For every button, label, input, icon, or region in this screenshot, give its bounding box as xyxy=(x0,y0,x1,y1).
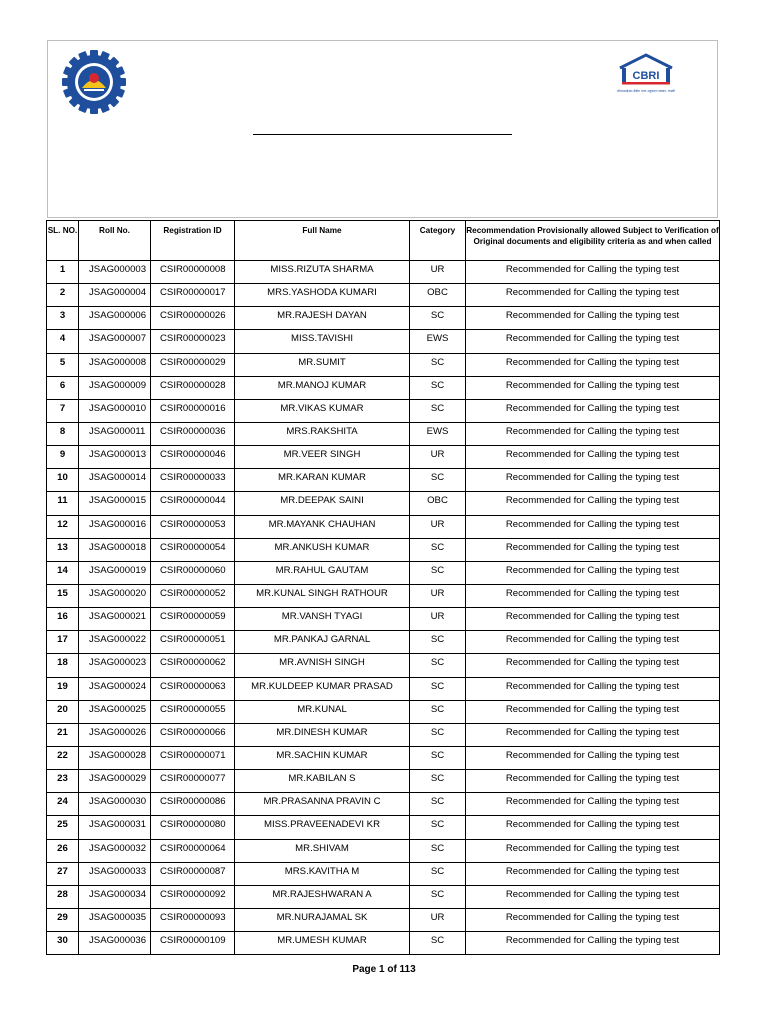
table-row xyxy=(47,770,720,793)
category-cell: SC xyxy=(410,746,466,769)
registration-id-cell: CSIR00000066 xyxy=(151,723,235,746)
full-name-cell: MR.PANKAJ GARNAL xyxy=(235,631,410,654)
category-cell: SC xyxy=(410,700,466,723)
cbri-logo-text: CBRI xyxy=(632,70,660,82)
sl-no-cell: 16 xyxy=(47,608,79,631)
sl-no-cell: 6 xyxy=(47,376,79,399)
category-cell: EWS xyxy=(410,330,466,353)
header-rule xyxy=(253,134,512,135)
full-name-cell: MR.KUNAL xyxy=(235,700,410,723)
registration-id-cell: CSIR00000062 xyxy=(151,654,235,677)
full-name-cell: MR.RAJESHWARAN A xyxy=(235,885,410,908)
roll-no-cell: JSAG000031 xyxy=(79,816,151,839)
roll-no-cell: JSAG000015 xyxy=(79,492,151,515)
registration-id-cell: CSIR00000063 xyxy=(151,677,235,700)
registration-id-cell: CSIR00000052 xyxy=(151,584,235,607)
sl-no-cell: 19 xyxy=(47,677,79,700)
category-cell: SC xyxy=(410,932,466,955)
registration-id-cell: CSIR00000071 xyxy=(151,746,235,769)
category-cell: UR xyxy=(410,446,466,469)
recommendation-cell: Recommended for Calling the typing test xyxy=(466,446,720,469)
sl-no-cell: 30 xyxy=(47,932,79,955)
roll-no-cell: JSAG000036 xyxy=(79,932,151,955)
sl-no-cell: 14 xyxy=(47,561,79,584)
full-name-cell: MR.UMESH KUMAR xyxy=(235,932,410,955)
column-header-recommendation: Recommendation Provisionally allowed Subject to Verification of Original documents and eligibility criteria as and when called xyxy=(466,221,720,261)
full-name-cell: MR.SUMIT xyxy=(235,353,410,376)
full-name-cell: MR.KARAN KUMAR xyxy=(235,469,410,492)
full-name-cell: MRS.KAVITHA M xyxy=(235,862,410,885)
registration-id-cell: CSIR00000026 xyxy=(151,307,235,330)
table-row xyxy=(47,376,720,399)
category-cell: SC xyxy=(410,561,466,584)
table-row xyxy=(47,307,720,330)
roll-no-cell: JSAG000021 xyxy=(79,608,151,631)
category-cell: SC xyxy=(410,631,466,654)
sl-no-cell: 21 xyxy=(47,723,79,746)
roll-no-cell: JSAG000028 xyxy=(79,746,151,769)
table-row xyxy=(47,862,720,885)
recommendation-cell: Recommended for Calling the typing test xyxy=(466,770,720,793)
full-name-cell: MR.RAHUL GAUTAM xyxy=(235,561,410,584)
category-cell: OBC xyxy=(410,492,466,515)
category-cell: SC xyxy=(410,307,466,330)
recommendation-cell: Recommended for Calling the typing test xyxy=(466,422,720,445)
category-cell: SC xyxy=(410,793,466,816)
recommendation-cell: Recommended for Calling the typing test xyxy=(466,307,720,330)
recommendation-cell: Recommended for Calling the typing test xyxy=(466,885,720,908)
registration-id-cell: CSIR00000046 xyxy=(151,446,235,469)
full-name-cell: MR.DEEPAK SAINI xyxy=(235,492,410,515)
sl-no-cell: 8 xyxy=(47,422,79,445)
category-cell: SC xyxy=(410,770,466,793)
recommendation-cell: Recommended for Calling the typing test xyxy=(466,654,720,677)
table-row xyxy=(47,492,720,515)
table-row xyxy=(47,932,720,955)
sl-no-cell: 7 xyxy=(47,399,79,422)
full-name-cell: MR.DINESH KUMAR xyxy=(235,723,410,746)
full-name-cell: MR.NURAJAMAL SK xyxy=(235,908,410,931)
table-row xyxy=(47,654,720,677)
table-row xyxy=(47,816,720,839)
category-cell: SC xyxy=(410,839,466,862)
category-cell: SC xyxy=(410,677,466,700)
category-cell: OBC xyxy=(410,284,466,307)
roll-no-cell: JSAG000009 xyxy=(79,376,151,399)
recommendation-cell: Recommended for Calling the typing test xyxy=(466,816,720,839)
full-name-cell: MR.KABILAN S xyxy=(235,770,410,793)
sl-no-cell: 28 xyxy=(47,885,79,908)
roll-no-cell: JSAG000008 xyxy=(79,353,151,376)
sl-no-cell: 9 xyxy=(47,446,79,469)
table-row xyxy=(47,631,720,654)
table-row xyxy=(47,677,720,700)
cbri-logo-icon xyxy=(612,52,680,98)
registration-id-cell: CSIR00000033 xyxy=(151,469,235,492)
full-name-cell: MR.PRASANNA PRAVIN C xyxy=(235,793,410,816)
recommendation-cell: Recommended for Calling the typing test xyxy=(466,492,720,515)
table-row xyxy=(47,469,720,492)
category-cell: SC xyxy=(410,469,466,492)
sl-no-cell: 25 xyxy=(47,816,79,839)
registration-id-cell: CSIR00000044 xyxy=(151,492,235,515)
sl-no-cell: 2 xyxy=(47,284,79,307)
sl-no-cell: 11 xyxy=(47,492,79,515)
table-row xyxy=(47,538,720,561)
sl-no-cell: 23 xyxy=(47,770,79,793)
column-header-category: Category xyxy=(410,221,466,261)
recommendation-cell: Recommended for Calling the typing test xyxy=(466,677,720,700)
sl-no-cell: 18 xyxy=(47,654,79,677)
roll-no-cell: JSAG000032 xyxy=(79,839,151,862)
full-name-cell: MR.VEER SINGH xyxy=(235,446,410,469)
sl-no-cell: 4 xyxy=(47,330,79,353)
full-name-cell: MISS.RIZUTA SHARMA xyxy=(235,261,410,284)
column-header-full-name: Full Name xyxy=(235,221,410,261)
category-cell: UR xyxy=(410,261,466,284)
roll-no-cell: JSAG000035 xyxy=(79,908,151,931)
roll-no-cell: JSAG000016 xyxy=(79,515,151,538)
recommendation-cell: Recommended for Calling the typing test xyxy=(466,908,720,931)
registration-id-cell: CSIR00000080 xyxy=(151,816,235,839)
roll-no-cell: JSAG000011 xyxy=(79,422,151,445)
recommendation-cell: Recommended for Calling the typing test xyxy=(466,584,720,607)
roll-no-cell: JSAG000006 xyxy=(79,307,151,330)
recommendation-cell: Recommended for Calling the typing test xyxy=(466,353,720,376)
registration-id-cell: CSIR00000060 xyxy=(151,561,235,584)
registration-id-cell: CSIR00000017 xyxy=(151,284,235,307)
full-name-cell: MR.MANOJ KUMAR xyxy=(235,376,410,399)
recommendation-cell: Recommended for Calling the typing test xyxy=(466,723,720,746)
category-cell: UR xyxy=(410,584,466,607)
registration-id-cell: CSIR00000064 xyxy=(151,839,235,862)
roll-no-cell: JSAG000034 xyxy=(79,885,151,908)
sl-no-cell: 17 xyxy=(47,631,79,654)
sl-no-cell: 5 xyxy=(47,353,79,376)
table-row xyxy=(47,422,720,445)
registration-id-cell: CSIR00000055 xyxy=(151,700,235,723)
category-cell: SC xyxy=(410,399,466,422)
sl-no-cell: 10 xyxy=(47,469,79,492)
recommendation-cell: Recommended for Calling the typing test xyxy=(466,284,720,307)
registration-id-cell: CSIR00000016 xyxy=(151,399,235,422)
sl-no-cell: 20 xyxy=(47,700,79,723)
roll-no-cell: JSAG000026 xyxy=(79,723,151,746)
registration-id-cell: CSIR00000087 xyxy=(151,862,235,885)
category-cell: EWS xyxy=(410,422,466,445)
table-row xyxy=(47,700,720,723)
table-row xyxy=(47,608,720,631)
full-name-cell: MR.AVNISH SINGH xyxy=(235,654,410,677)
registration-id-cell: CSIR00000054 xyxy=(151,538,235,561)
category-cell: UR xyxy=(410,515,466,538)
table-row xyxy=(47,839,720,862)
category-cell: SC xyxy=(410,654,466,677)
registration-id-cell: CSIR00000023 xyxy=(151,330,235,353)
page-number: Page 1 of 113 xyxy=(352,964,416,975)
registration-id-cell: CSIR00000029 xyxy=(151,353,235,376)
full-name-cell: MRS.RAKSHITA xyxy=(235,422,410,445)
recommendation-cell: Recommended for Calling the typing test xyxy=(466,862,720,885)
sl-no-cell: 29 xyxy=(47,908,79,931)
roll-no-cell: JSAG000023 xyxy=(79,654,151,677)
full-name-cell: MISS.TAVISHI xyxy=(235,330,410,353)
full-name-cell: MR.VANSH TYAGI xyxy=(235,608,410,631)
full-name-cell: MR.MAYANK CHAUHAN xyxy=(235,515,410,538)
table-row xyxy=(47,446,720,469)
full-name-cell: MR.SACHIN KUMAR xyxy=(235,746,410,769)
roll-no-cell: JSAG000014 xyxy=(79,469,151,492)
recommendation-cell: Recommended for Calling the typing test xyxy=(466,793,720,816)
table-header-row xyxy=(47,221,720,261)
roll-no-cell: JSAG000007 xyxy=(79,330,151,353)
registration-id-cell: CSIR00000093 xyxy=(151,908,235,931)
category-cell: SC xyxy=(410,538,466,561)
roll-no-cell: JSAG000024 xyxy=(79,677,151,700)
roll-no-cell: JSAG000029 xyxy=(79,770,151,793)
category-cell: SC xyxy=(410,723,466,746)
column-header-registration-id: Registration ID xyxy=(151,221,235,261)
full-name-cell: MR.KULDEEP KUMAR PRASAD xyxy=(235,677,410,700)
full-name-cell: MISS.PRAVEENADEVI KR xyxy=(235,816,410,839)
recommendation-cell: Recommended for Calling the typing test xyxy=(466,700,720,723)
recommendation-cell: Recommended for Calling the typing test xyxy=(466,376,720,399)
recommendation-cell: Recommended for Calling the typing test xyxy=(466,330,720,353)
sl-no-cell: 12 xyxy=(47,515,79,538)
sl-no-cell: 27 xyxy=(47,862,79,885)
sl-no-cell: 1 xyxy=(47,261,79,284)
recommendation-cell: Recommended for Calling the typing test xyxy=(466,608,720,631)
table-row xyxy=(47,908,720,931)
sl-no-cell: 13 xyxy=(47,538,79,561)
results-table xyxy=(46,220,720,955)
table-row xyxy=(47,584,720,607)
recommendation-cell: Recommended for Calling the typing test xyxy=(466,399,720,422)
category-cell: UR xyxy=(410,608,466,631)
table-row xyxy=(47,284,720,307)
roll-no-cell: JSAG000020 xyxy=(79,584,151,607)
table-row xyxy=(47,746,720,769)
full-name-cell: MRS.YASHODA KUMARI xyxy=(235,284,410,307)
category-cell: SC xyxy=(410,816,466,839)
column-header-roll-no: Roll No. xyxy=(79,221,151,261)
recommendation-cell: Recommended for Calling the typing test xyxy=(466,538,720,561)
table-row xyxy=(47,261,720,284)
sl-no-cell: 22 xyxy=(47,746,79,769)
registration-id-cell: CSIR00000092 xyxy=(151,885,235,908)
full-name-cell: MR.ANKUSH KUMAR xyxy=(235,538,410,561)
column-header-sl-no: SL. NO. xyxy=(47,221,79,261)
table-body xyxy=(47,261,720,955)
roll-no-cell: JSAG000025 xyxy=(79,700,151,723)
table-row xyxy=(47,330,720,353)
registration-id-cell: CSIR00000086 xyxy=(151,793,235,816)
roll-no-cell: JSAG000010 xyxy=(79,399,151,422)
registration-id-cell: CSIR00000008 xyxy=(151,261,235,284)
registration-id-cell: CSIR00000077 xyxy=(151,770,235,793)
recommendation-cell: Recommended for Calling the typing test xyxy=(466,839,720,862)
registration-id-cell: CSIR00000028 xyxy=(151,376,235,399)
category-cell: SC xyxy=(410,862,466,885)
full-name-cell: MR.SHIVAM xyxy=(235,839,410,862)
recommendation-cell: Recommended for Calling the typing test xyxy=(466,746,720,769)
category-cell: UR xyxy=(410,908,466,931)
table-row xyxy=(47,353,720,376)
table-row xyxy=(47,399,720,422)
registration-id-cell: CSIR00000051 xyxy=(151,631,235,654)
roll-no-cell: JSAG000033 xyxy=(79,862,151,885)
registration-id-cell: CSIR00000109 xyxy=(151,932,235,955)
full-name-cell: MR.VIKAS KUMAR xyxy=(235,399,410,422)
cbri-logo-subtitle: सीएसआईआर-केंद्रीय भवन अनुसंधान संस्थान, रूड़की xyxy=(617,89,675,93)
table-row xyxy=(47,885,720,908)
sl-no-cell: 15 xyxy=(47,584,79,607)
recommendation-cell: Recommended for Calling the typing test xyxy=(466,631,720,654)
registration-id-cell: CSIR00000059 xyxy=(151,608,235,631)
roll-no-cell: JSAG000018 xyxy=(79,538,151,561)
table-row xyxy=(47,561,720,584)
roll-no-cell: JSAG000004 xyxy=(79,284,151,307)
roll-no-cell: JSAG000003 xyxy=(79,261,151,284)
table-row xyxy=(47,515,720,538)
table-row xyxy=(47,723,720,746)
sl-no-cell: 26 xyxy=(47,839,79,862)
full-name-cell: MR.RAJESH DAYAN xyxy=(235,307,410,330)
csir-logo-icon xyxy=(60,48,128,116)
category-cell: SC xyxy=(410,885,466,908)
recommendation-cell: Recommended for Calling the typing test xyxy=(466,261,720,284)
table-row xyxy=(47,793,720,816)
registration-id-cell: CSIR00000053 xyxy=(151,515,235,538)
roll-no-cell: JSAG000019 xyxy=(79,561,151,584)
category-cell: SC xyxy=(410,376,466,399)
recommendation-cell: Recommended for Calling the typing test xyxy=(466,932,720,955)
sl-no-cell: 24 xyxy=(47,793,79,816)
roll-no-cell: JSAG000013 xyxy=(79,446,151,469)
sl-no-cell: 3 xyxy=(47,307,79,330)
roll-no-cell: JSAG000022 xyxy=(79,631,151,654)
roll-no-cell: JSAG000030 xyxy=(79,793,151,816)
recommendation-cell: Recommended for Calling the typing test xyxy=(466,469,720,492)
recommendation-cell: Recommended for Calling the typing test xyxy=(466,515,720,538)
category-cell: SC xyxy=(410,353,466,376)
recommendation-cell: Recommended for Calling the typing test xyxy=(466,561,720,584)
full-name-cell: MR.KUNAL SINGH RATHOUR xyxy=(235,584,410,607)
registration-id-cell: CSIR00000036 xyxy=(151,422,235,445)
